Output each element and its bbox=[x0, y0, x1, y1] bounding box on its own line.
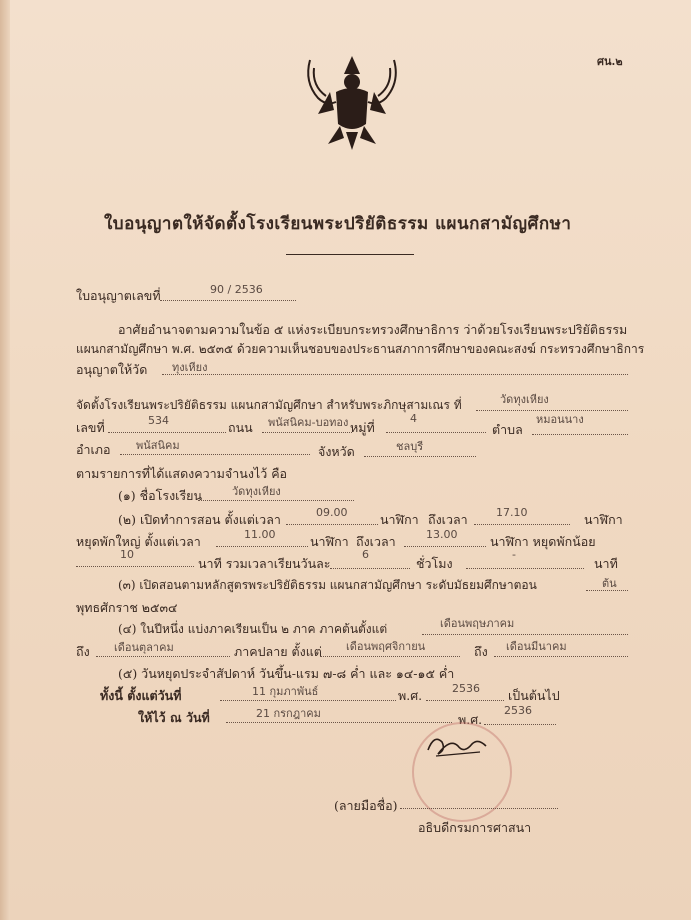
item2-to-label-2: ถึงเวลา bbox=[356, 534, 396, 549]
break-to: 13.00 bbox=[426, 528, 458, 541]
big-break-label: หยุดพักใหญ่ ตั้งแต่เวลา bbox=[76, 534, 201, 549]
hours-unit: ชั่วโมง bbox=[416, 556, 453, 571]
small-break-label: นาฬิกา หยุดพักน้อย bbox=[490, 534, 596, 549]
license-no-value: 90 / 2536 bbox=[210, 283, 263, 296]
permit-temple-label: อนุญาตให้วัด bbox=[76, 362, 148, 377]
house-no-label: เลขที่ bbox=[76, 420, 105, 435]
house-no-value: 534 bbox=[148, 414, 169, 427]
second-term-from: เดือนพฤศจิกายน bbox=[346, 640, 426, 653]
province-label: จังหวัด bbox=[318, 444, 355, 459]
establish-label: จัดตั้งโรงเรียนพระปริยัติธรรม แผนกสามัญศึกษา สำหรับพระภิกษุสามเณร ที่ bbox=[76, 398, 462, 412]
second-term-label: ภาคปลาย ตั้งแต่ bbox=[234, 644, 322, 659]
effective-date: 11 กุมภาพันธ์ bbox=[252, 685, 319, 698]
tambon-label: ตำบล bbox=[492, 422, 523, 437]
preamble-line-1: อาศัยอำนาจตามความในข้อ ๕ แห่งระเบียบกระทรวงศึกษาธิการ ว่าด้วยโรงเรียนพระปริยัติธรรม bbox=[118, 322, 628, 337]
hours-value: 6 bbox=[362, 548, 369, 561]
document-title: ใบอนุญาตให้จัดตั้งโรงเรียนพระปริยัติธรรม แผนกสามัญศึกษา bbox=[104, 214, 572, 234]
amphoe-label: อำเภอ bbox=[76, 442, 111, 457]
item2-unit-1: นาฬิกา bbox=[380, 512, 419, 527]
given-label: ให้ไว้ ณ วันที่ bbox=[138, 710, 210, 725]
first-term-from: เดือนพฤษภาคม bbox=[440, 617, 515, 630]
item4-to-label: ถึง bbox=[76, 644, 90, 659]
title-divider bbox=[286, 254, 414, 255]
given-date: 21 กรกฎาคม bbox=[256, 707, 321, 720]
effective-year: 2536 bbox=[452, 682, 480, 695]
province-value: ชลบุรี bbox=[396, 440, 424, 453]
open-to: 17.10 bbox=[496, 506, 528, 519]
road-value: พนัสนิคม-บอทอง bbox=[268, 416, 349, 429]
paper-edge bbox=[0, 0, 10, 920]
item5-label: (๕) วันหยุดประจำสัปดาห์ วันขึ้น-แรม ๗-๘ ค่ำ และ ๑๔-๑๕ ค่ำ bbox=[118, 666, 455, 681]
school-name: วัดทุงเหียง bbox=[232, 485, 281, 498]
level-value: ต้น bbox=[602, 577, 617, 590]
effective-suffix: เป็นต้นไป bbox=[508, 688, 560, 703]
open-from: 09.00 bbox=[316, 506, 348, 519]
signature-label: (ลายมือชื่อ) bbox=[334, 798, 398, 813]
break-from: 11.00 bbox=[244, 528, 276, 541]
preamble-line-2: แผนกสามัญศึกษา พ.ศ. ๒๕๓๕ ด้วยความเห็นชอบของประธานสภาการศึกษาของคณะสงฆ์ กระทรวงศึกษาธิการ bbox=[76, 342, 645, 356]
temple-name: ทุงเหียง bbox=[172, 361, 208, 374]
effective-label: ทั้งนี้ ตั้งแต่วันที่ bbox=[100, 688, 182, 703]
item2-open-label: (๒) เปิดทำการสอน ตั้งแต่เวลา bbox=[118, 512, 281, 527]
handwritten-signature-icon bbox=[424, 728, 490, 762]
item1-label: (๑) ชื่อโรงเรียน bbox=[118, 488, 203, 503]
tambon-value: หมอนนาง bbox=[536, 413, 584, 426]
garuda-emblem-icon bbox=[300, 52, 404, 156]
given-year: 2536 bbox=[504, 704, 532, 717]
amphoe-value: พนัสนิคม bbox=[136, 439, 180, 452]
effective-be-label: พ.ศ. bbox=[398, 688, 423, 703]
item4-label: (๔) ในปีหนึ่ง แบ่งภาคเรียนเป็น ๒ ภาค ภาคต้นตั้งแต่ bbox=[118, 622, 388, 636]
moo-label: หมู่ที่ bbox=[350, 420, 375, 435]
details-intro: ตามรายการที่ได้แสดงความจำนงไว้ คือ bbox=[76, 466, 288, 481]
signatory-title: อธิบดีกรมการศาสนา bbox=[418, 820, 532, 835]
item4-to-label-2: ถึง bbox=[474, 644, 488, 659]
minutes-unit: นาที bbox=[594, 556, 618, 571]
moo-value: 4 bbox=[410, 412, 417, 425]
minutes-value: - bbox=[512, 548, 516, 561]
item3-label: (๓) เปิดสอนตามหลักสูตรพระปริยัติธรรม แผนกสามัญศึกษา ระดับมัธยมศึกษาตอน bbox=[118, 578, 537, 592]
form-code: ศน.๒ bbox=[597, 55, 623, 68]
small-break-minutes: 10 bbox=[120, 548, 134, 561]
per-day-label: นาที รวมเวลาเรียนวันละ bbox=[198, 556, 331, 571]
license-no-label: ใบอนุญาตเลขที่ bbox=[76, 288, 161, 303]
buddhist-year-line: พุทธศักราช ๒๕๓๔ bbox=[76, 600, 178, 615]
first-term-to: เดือนตุลาคม bbox=[114, 641, 174, 654]
item2-unit-3: นาฬิกา bbox=[310, 534, 349, 549]
establish-at: วัดทุงเหียง bbox=[500, 393, 549, 406]
given-be-label: พ.ศ. bbox=[458, 712, 483, 727]
second-term-to: เดือนมีนาคม bbox=[506, 640, 567, 653]
item2-unit-2: นาฬิกา bbox=[584, 512, 623, 527]
item2-to-label: ถึงเวลา bbox=[428, 512, 468, 527]
road-label: ถนน bbox=[228, 420, 253, 435]
